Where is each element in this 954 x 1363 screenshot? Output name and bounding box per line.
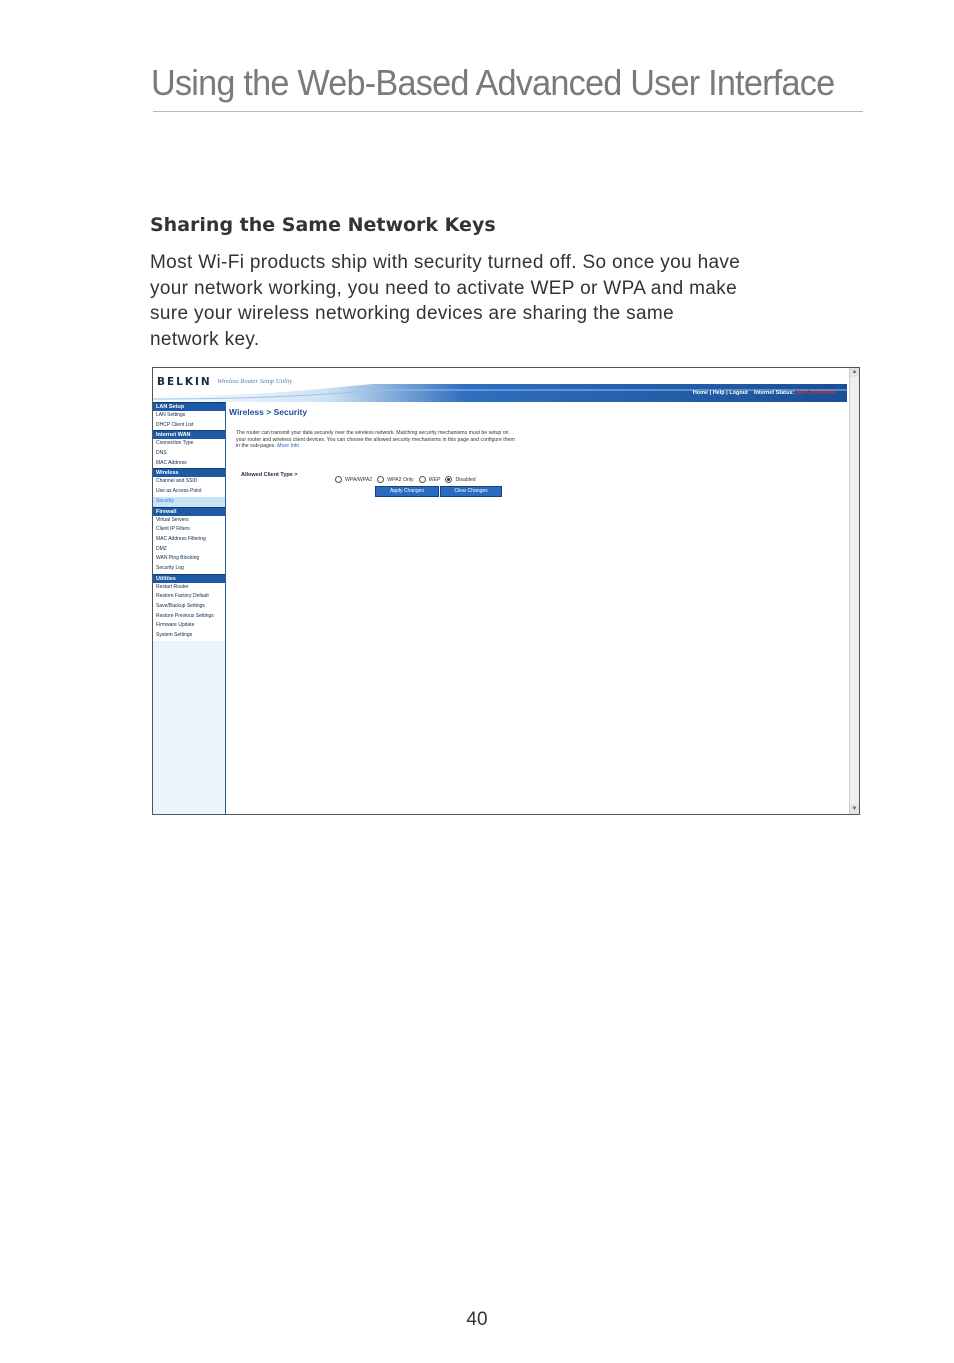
more-info-link[interactable]: More Info: [277, 443, 300, 449]
body-line: network key.: [150, 328, 260, 350]
apply-changes-button[interactable]: Apply Changes: [375, 486, 439, 497]
description-text: The router can transmit your data securely over the wireless network. Matching security mechanisms must be setup on your router and wireless client devices. You can choose the allowed security mechanisms in this page and configure them in the sub-pages.: [236, 430, 515, 449]
client-type-radio[interactable]: [335, 471, 372, 489]
sidebar-item[interactable]: Security: [153, 497, 225, 507]
sidebar-group-header: Utilities: [153, 574, 225, 583]
sidebar: [153, 402, 226, 814]
allowed-client-type-label: Allowed Client Type >: [241, 472, 298, 478]
scroll-down-icon[interactable]: ▼: [851, 806, 858, 812]
sidebar-group-header: Wireless: [153, 468, 225, 477]
belkin-logo: BELKIN: [157, 376, 212, 388]
vertical-scrollbar[interactable]: [849, 368, 859, 814]
radio-button-icon[interactable]: [335, 476, 342, 483]
router-ui-screenshot: [152, 367, 860, 815]
sidebar-group-header: LAN Setup: [153, 402, 225, 411]
page-number: 40: [466, 1309, 488, 1330]
sidebar-item[interactable]: Security Log: [153, 564, 225, 574]
sidebar-item[interactable]: DMZ: [153, 545, 225, 555]
radio-label: WPA2 Only: [387, 476, 414, 483]
sidebar-item[interactable]: MAC Address: [153, 459, 225, 469]
nav-logout-link[interactable]: Logout: [729, 390, 748, 396]
sidebar-item[interactable]: Restore Previous Settings: [153, 612, 225, 622]
radio-label: WEP: [428, 476, 441, 483]
radio-label: WPA/WPA2: [345, 476, 373, 483]
sidebar-item[interactable]: WAN Ping Blocking: [153, 554, 225, 564]
clear-changes-button[interactable]: Clear Changes: [440, 486, 502, 497]
internet-status-label: Internet Status:: [754, 390, 795, 396]
radio-button-icon[interactable]: [445, 476, 452, 483]
sidebar-item[interactable]: Client IP Filters: [153, 525, 225, 535]
content-title: Wireless > Security: [229, 407, 308, 417]
nav-home-link[interactable]: Home: [692, 390, 709, 396]
sidebar-item[interactable]: MAC Address Filtering: [153, 535, 225, 545]
sidebar-item[interactable]: Use as Access Point: [153, 487, 225, 497]
sidebar-item[interactable]: LAN Settings: [153, 411, 225, 421]
section-heading: Sharing the Same Network Keys: [150, 214, 496, 236]
content-description: [236, 430, 516, 450]
content-panel: [229, 402, 839, 802]
sidebar-group-header: Internet WAN: [153, 430, 225, 439]
sidebar-group-header: Firewall: [153, 507, 225, 516]
body-line: your network working, you need to activate WEP or WPA and make: [150, 277, 738, 299]
sidebar-item[interactable]: DNS: [153, 449, 225, 459]
internet-status-value: Not Connected: [795, 390, 835, 396]
radio-button-icon[interactable]: [419, 476, 426, 483]
sidebar-item[interactable]: Restore Factory Default: [153, 592, 225, 602]
nav-help-link[interactable]: Help: [712, 390, 725, 396]
sidebar-item[interactable]: Save/Backup Settings: [153, 602, 225, 612]
sidebar-item[interactable]: Connection Type: [153, 439, 225, 449]
brand-subtitle: Wireless Router Setup Utility: [217, 378, 293, 385]
body-line: Most Wi-Fi products ship with security turned off. So once you have: [150, 252, 741, 273]
router-header: [153, 368, 847, 402]
sidebar-item[interactable]: Channel and SSID: [153, 477, 225, 487]
body-line: sure your wireless networking devices are sharing the same: [150, 303, 675, 324]
sidebar-item[interactable]: Firmware Update: [153, 621, 225, 631]
section-body: [150, 250, 850, 352]
sidebar-item[interactable]: System Settings: [153, 631, 225, 641]
scroll-up-icon[interactable]: ▲: [851, 369, 858, 375]
top-nav: Home | Help | Logout Internet Status: Not Connected: [692, 390, 835, 396]
sidebar-item[interactable]: DHCP Client List: [153, 421, 225, 431]
radio-button-icon[interactable]: [377, 476, 384, 483]
sidebar-item[interactable]: Virtual Servers: [153, 516, 225, 526]
title-divider: [153, 111, 863, 112]
sidebar-item[interactable]: Restart Router: [153, 583, 225, 593]
radio-label: Disabled: [455, 476, 476, 483]
page-title: Using the Web-Based Advanced User Interface: [151, 62, 835, 103]
